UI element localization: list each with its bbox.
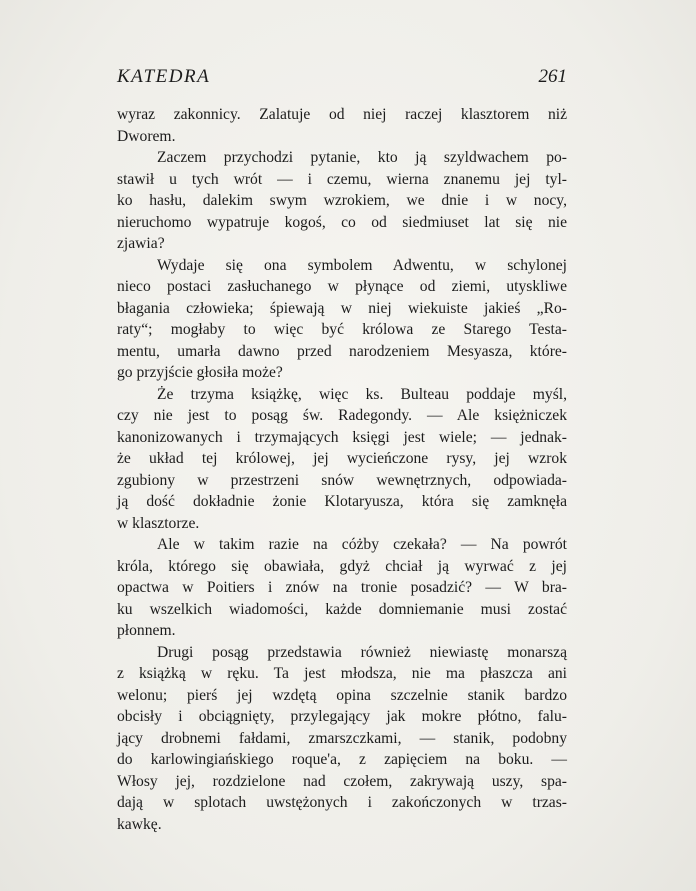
text-line: płonnem. bbox=[117, 622, 176, 639]
text-line: Wydaje się ona symbolem Adwentu, w schylonej bbox=[157, 256, 567, 274]
text-line: nieruchomo wypatruje kogoś, co od siedmiuset lat się nie bbox=[117, 213, 567, 231]
text-line: Drugi posąg przedstawia również niewiastę monarszą bbox=[157, 643, 567, 661]
text-line: obcisły i obciągnięty, przylegający jak mokre płótno, falu- bbox=[117, 708, 567, 725]
text-line: wyraz zakonnicy. Zalatuje od niej raczej klasztorem niż bbox=[117, 106, 567, 123]
text-line: Włosy jej, rozdzielone nad czołem, zakrywają uszy, spa- bbox=[117, 772, 567, 790]
text-line: że układ tej królowej, jej wycieńczone rysy, jej wzrok bbox=[117, 450, 567, 467]
running-title: KATEDRA bbox=[117, 66, 211, 87]
text-line: do karlowingiańskiego roque'a, z zapięciem na boku. — bbox=[117, 751, 567, 768]
text-line: raty“; mogłaby to więc być królowa ze Starego Testa- bbox=[117, 321, 567, 338]
text-line: ko hasłu, dalekim swym wzrokiem, we dnie i w nocy, bbox=[117, 192, 567, 209]
text-line: czy nie jest to posąg św. Radegondy. — Ale księżniczek bbox=[117, 407, 567, 424]
text-line: Ale w takim razie na cóżby czekała? — Na powrót bbox=[157, 536, 567, 553]
text-line: kawkę. bbox=[117, 815, 162, 833]
text-line: nieco postaci zasłuchanego w płynące od ziemi, utyskliwe bbox=[117, 278, 567, 295]
text-line: zgubiony w przestrzeni snów wewnętrznych, odpowiada- bbox=[117, 471, 567, 489]
text-line: błagania człowieka; śpiewają w niej wiekuiste jakieś „Ro- bbox=[117, 299, 567, 317]
page-number: 261 bbox=[538, 66, 567, 87]
text-line: mentu, umarła dawno przed narodzeniem Mesyasza, które- bbox=[117, 342, 567, 360]
text-line: z książką w ręku. Ta jest młodsza, nie ma płaszcza ani bbox=[117, 665, 567, 682]
text-line: jący drobnemi fałdami, zmarszczkami, — stanik, podobny bbox=[117, 729, 567, 747]
text-line: Zaczem przychodzi pytanie, kto ją szyldwachem po- bbox=[157, 149, 567, 166]
text-line: Że trzyma książkę, więc ks. Bulteau poddaje myśl, bbox=[157, 385, 567, 403]
text-line: w klasztorze. bbox=[117, 514, 200, 532]
text-line: ją dość dokładnie żonie Klotaryusza, która się zamknęła bbox=[117, 493, 567, 510]
text-line: kanonizowanych i trzymających księgi jest wiele; — jednak- bbox=[117, 428, 567, 446]
text-line: go przyjście głosiła może? bbox=[117, 364, 283, 381]
text-line: welonu; pierś jej wzdętą opina szczelnie stanik bardzo bbox=[117, 686, 567, 704]
text-line: zjawia? bbox=[117, 235, 165, 252]
text-line: dają w splotach uwstężonych i zakończonych w trzas- bbox=[117, 794, 567, 811]
running-head bbox=[117, 66, 567, 94]
text-line: króla, którego się obawiała, gdyż chciał ją wyrwać z jej bbox=[117, 557, 567, 575]
text-line: ku wszelkich wiadomości, każde domniemanie musi zostać bbox=[117, 600, 567, 618]
text-line: stawił u tych wrót — i czemu, wierna znanemu jej tyl- bbox=[117, 170, 567, 188]
text-line: Dworem. bbox=[117, 127, 176, 145]
text-line: opactwa w Poitiers i znów na tronie posadzić? — W bra- bbox=[117, 579, 567, 596]
body-text bbox=[117, 104, 567, 835]
